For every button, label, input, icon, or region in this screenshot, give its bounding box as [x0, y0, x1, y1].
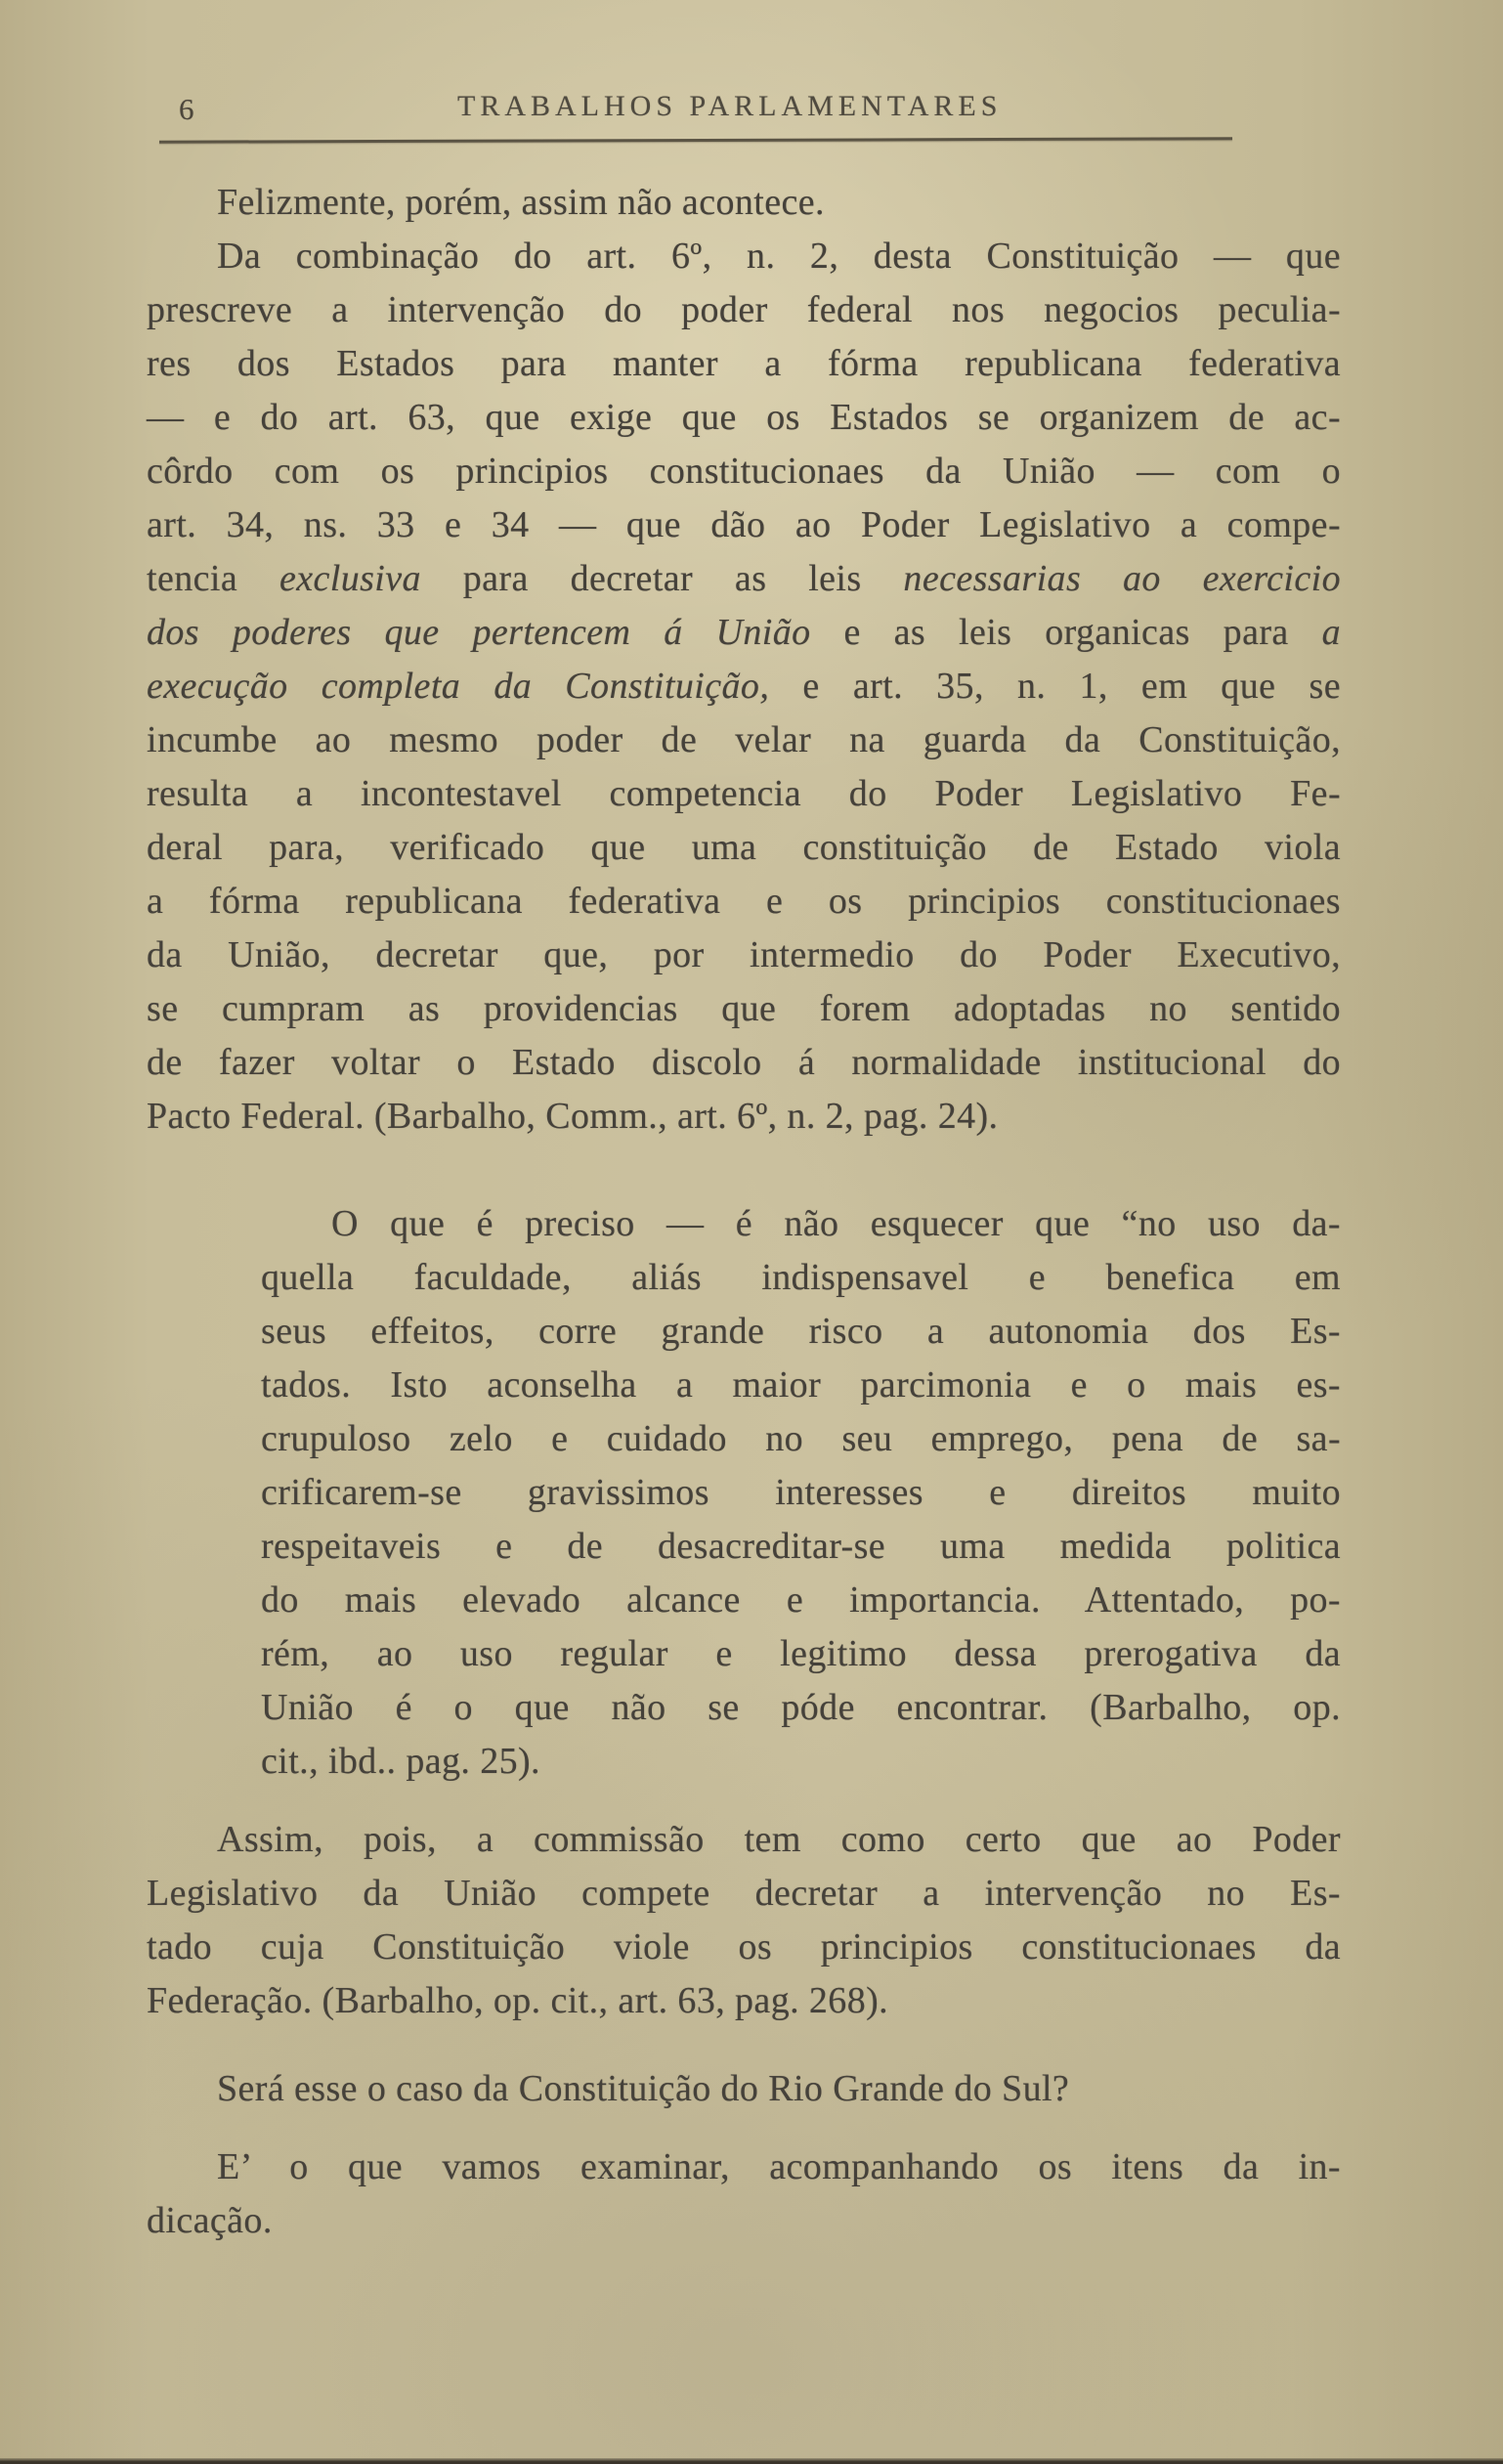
- text-segment: rém, ao uso regular e legitimo dessa prerogativa da: [261, 1633, 1341, 1674]
- text-line: [147, 230, 1341, 283]
- text-segment: deral para, verificado que uma constituição de Estado viola: [147, 827, 1341, 868]
- text-segment: prescreve a intervenção do poder federal nos negocios peculia-: [147, 289, 1341, 330]
- text-segment: O que é preciso — é não esquecer que “no uso da-: [331, 1203, 1341, 1244]
- text-segment: Felizmente, porém, assim não acontece.: [217, 182, 825, 223]
- paragraph-conclusion: [147, 1813, 1341, 2028]
- text-line: [147, 283, 1341, 337]
- text-segment: quella faculdade, aliás indispensavel e benefica em: [261, 1257, 1341, 1298]
- text-line: [261, 1305, 1341, 1359]
- text-segment: Assim, pois, a commissão tem como certo que ao Poder: [217, 1819, 1341, 1860]
- text-segment: côrdo com os principios constitucionaes da União — com o: [147, 451, 1341, 492]
- text-line: [147, 767, 1341, 821]
- text-segment: Será esse o caso da Constituição do Rio Grande do Sul?: [217, 2068, 1070, 2109]
- text-segment: resulta a incontestavel competencia do Poder Legislativo Fe-: [147, 773, 1341, 814]
- text-line: [261, 1466, 1341, 1520]
- italic-text-segment: dos poderes que pertencem á União: [147, 612, 811, 653]
- text-segment: tado cuja Constituição viole os principios constitucionaes da: [147, 1926, 1341, 1967]
- text-segment: e art. 35, n. 1, em que se: [769, 666, 1341, 707]
- text-line: [261, 1359, 1341, 1412]
- text-line: [147, 821, 1341, 875]
- paragraph-main: [147, 230, 1341, 1144]
- text-line: [261, 1681, 1341, 1735]
- text-segment: crificarem-se gravissimos interesses e direitos muito: [261, 1472, 1341, 1513]
- text-line: [147, 1867, 1341, 1921]
- text-line: [261, 1197, 1341, 1251]
- text-segment: E’ o que vamos examinar, acompanhando os itens da in-: [217, 2146, 1341, 2187]
- text-line: [147, 2140, 1341, 2194]
- header-rule: [159, 137, 1232, 143]
- italic-text-segment: execução completa da Constituição,: [147, 666, 770, 707]
- text-line: [147, 552, 1341, 606]
- text-line: [147, 660, 1341, 713]
- text-segment: da União, decretar que, por intermedio do Poder Executivo,: [147, 934, 1341, 975]
- text-line: [147, 2062, 1341, 2116]
- running-header-title: TRABALHOS PARLAMENTARES: [457, 90, 1003, 122]
- text-segment: — e do art. 63, que exige que os Estados se organizem de ac-: [147, 397, 1341, 438]
- paragraph-quote: [147, 1197, 1341, 1789]
- italic-text-segment: a: [1321, 612, 1341, 653]
- text-segment: União é o que não se póde encontrar. (Barbalho, op.: [261, 1687, 1341, 1728]
- text-segment: Federação. (Barbalho, op. cit., art. 63, pag. 268).: [147, 1980, 889, 2021]
- text-line: [261, 1412, 1341, 1466]
- paragraph-closing: [147, 2140, 1341, 2248]
- text-line: [147, 1813, 1341, 1867]
- text-segment: tencia: [147, 558, 279, 599]
- text-segment: Legislativo da União compete decretar a intervenção no Es-: [147, 1873, 1341, 1914]
- text-segment: se cumpram as providencias que forem adoptadas no sentido: [147, 988, 1341, 1029]
- text-line: [261, 1735, 1341, 1789]
- text-line: [147, 982, 1341, 1036]
- text-segment: e as leis organicas para: [810, 612, 1322, 653]
- text-line: [147, 1921, 1341, 1974]
- text-line: [147, 337, 1341, 391]
- paragraph-opening: [147, 176, 1341, 230]
- text-segment: tados. Isto aconselha a maior parcimonia e o mais es-: [261, 1364, 1341, 1405]
- text-line: [147, 929, 1341, 982]
- text-segment: Da combinação do art. 6º, n. 2, desta Constituição — que: [217, 236, 1341, 277]
- text-line: [261, 1574, 1341, 1627]
- text-segment: do mais elevado alcance e importancia. Attentado, po-: [261, 1579, 1341, 1621]
- text-segment: art. 34, ns. 33 e 34 — que dão ao Poder Legislativo a compe-: [147, 504, 1341, 545]
- text-segment: para decretar as leis: [420, 558, 904, 599]
- text-line: [147, 1036, 1341, 1090]
- text-line: [147, 445, 1341, 498]
- text-line: [147, 1974, 1341, 2028]
- paragraph-question: [147, 2062, 1341, 2116]
- italic-text-segment: necessarias ao exercicio: [903, 558, 1342, 599]
- text-segment: de fazer voltar o Estado discolo á normalidade institucional do: [147, 1042, 1341, 1083]
- text-block: [147, 176, 1341, 2248]
- text-line: [147, 875, 1341, 929]
- text-line: [147, 2194, 1341, 2248]
- text-line: [261, 1627, 1341, 1681]
- text-line: [261, 1251, 1341, 1305]
- page-bottom-edge: [0, 2458, 1503, 2464]
- text-segment: dicação.: [147, 2200, 273, 2241]
- text-line: [147, 1090, 1341, 1144]
- text-segment: incumbe ao mesmo poder de velar na guarda da Constituição,: [147, 719, 1341, 760]
- text-segment: res dos Estados para manter a fórma republicana federativa: [147, 343, 1341, 384]
- text-line: [147, 176, 1341, 230]
- text-line: [147, 606, 1341, 660]
- text-line: [147, 498, 1341, 552]
- italic-text-segment: exclusiva: [279, 558, 421, 599]
- text-segment: a fórma republicana federativa e os principios constitucionaes: [147, 881, 1341, 922]
- text-segment: respeitaveis e de desacreditar-se uma medida politica: [261, 1526, 1341, 1567]
- text-segment: Pacto Federal. (Barbalho, Comm., art. 6º, n. 2, pag. 24).: [147, 1096, 999, 1137]
- text-segment: crupuloso zelo e cuidado no seu emprego, pena de sa-: [261, 1418, 1341, 1459]
- text-segment: cit., ibd.. pag. 25).: [261, 1741, 540, 1782]
- page-number: 6: [179, 92, 194, 126]
- text-line: [261, 1520, 1341, 1574]
- text-segment: seus effeitos, corre grande risco a autonomia dos Es-: [261, 1311, 1341, 1352]
- text-line: [147, 713, 1341, 767]
- text-line: [147, 391, 1341, 445]
